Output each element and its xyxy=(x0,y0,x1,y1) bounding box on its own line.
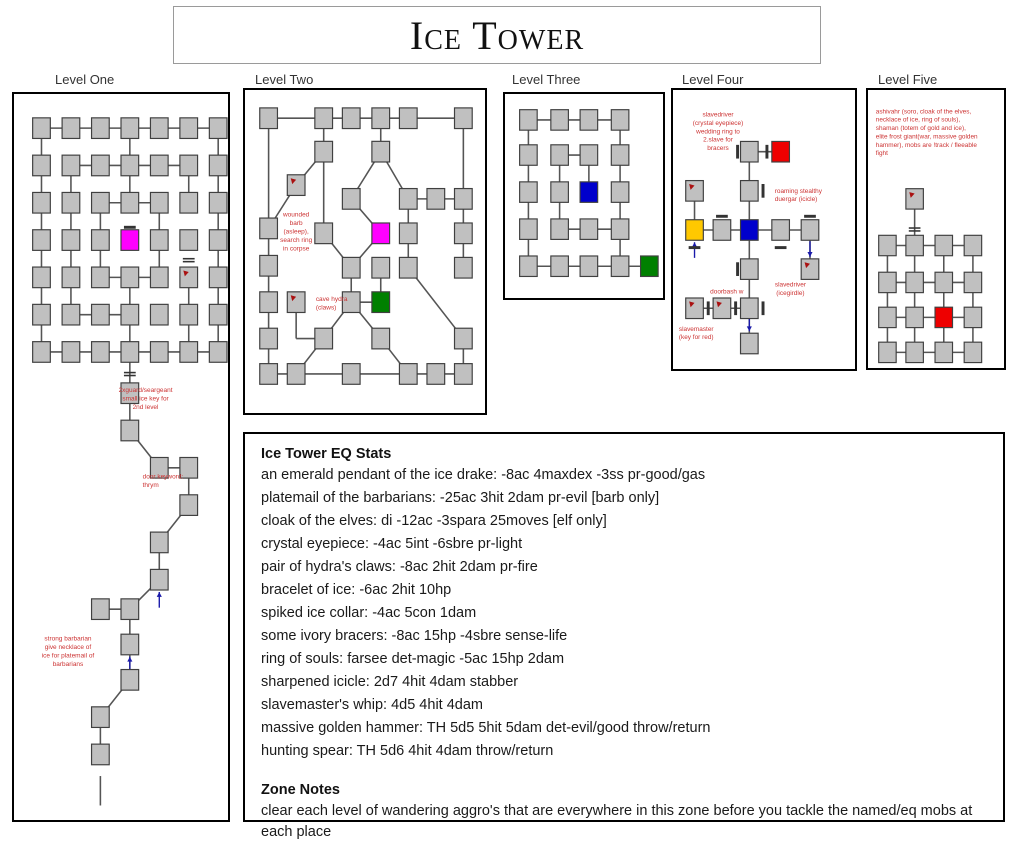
svg-text:slavedriver(crystal eyepiece)w: slavedriver (crystal eyepiece) wedding ring to 2.slave for bracers xyxy=(692,111,744,153)
svg-text:woundedbarb(asleep),search rin: wounded barb (asleep), search ring in corpse xyxy=(280,211,313,253)
eq-stat-line: massive golden hammer: TH 5d5 5hit 5dam det-evil/good throw/return xyxy=(261,720,711,737)
rooms xyxy=(686,141,819,353)
zone-notes-list xyxy=(259,801,989,843)
eq-stats-list xyxy=(259,465,989,762)
eq-stat-line: ring of souls: farsee det-magic -5ac 15hp 2dam xyxy=(261,651,565,668)
level-label-level-four: Level Four xyxy=(682,72,744,87)
eq-stats-panel xyxy=(243,432,1005,841)
level-label-level-three: Level Three xyxy=(512,72,581,87)
svg-text:strong barbariangive necklace: strong barbarian give necklace of ice for platemail of barbarians xyxy=(41,635,95,668)
zone-notes-heading: Zone Notes xyxy=(261,782,340,799)
svg-text:ashivahr (soro, cloak of the e: ashivahr (soro, cloak of the elves, necklace of ice, ring of souls), shaman (totem of gold and ice), elite frost giant(war, massive golden hammer), mobs are !track / fleeable fight xyxy=(875,108,978,158)
level-label-level-two: Level Two xyxy=(255,72,314,87)
eq-stat-line: some ivory bracers: -8ac 15hp -4sbre sense-life xyxy=(261,628,568,645)
map-annotations xyxy=(876,108,978,157)
map-level-four[interactable] xyxy=(671,88,857,371)
eq-stats-heading: Ice Tower EQ Stats xyxy=(261,446,392,462)
svg-text:doorbash w: doorbash w xyxy=(710,288,744,296)
rooms xyxy=(879,189,982,363)
level-label-level-five: Level Five xyxy=(878,72,938,87)
eq-stat-line: sharpened icicle: 2d7 4hit 4dam stabber xyxy=(261,674,519,691)
rooms xyxy=(520,110,658,277)
map-level-two[interactable] xyxy=(243,88,487,415)
map-level-three[interactable] xyxy=(503,92,665,300)
eq-stat-line: pair of hydra's claws: -8ac 2hit 2dam pr-fire xyxy=(261,559,538,576)
svg-text:door keyword:thrym: door keyword: thrym xyxy=(142,473,184,490)
svg-text:slavemaster(key for red): slavemaster (key for red) xyxy=(678,325,714,342)
page-title: Ice Tower xyxy=(409,12,585,58)
eq-stat-line: platemail of the barbarians: -25ac 3hit 2dam pr-evil [barb only] xyxy=(261,490,660,507)
svg-text:slavedriver(icegirdle): slavedriver (icegirdle) xyxy=(774,281,806,298)
map-level-five[interactable] xyxy=(866,88,1006,370)
eq-stat-line: spiked ice collar: -4ac 5con 1dam xyxy=(261,605,477,622)
zone-note-line: clear each level of wandering aggro's that are everywhere in this zone before you tackle the named/eq mobs at each place xyxy=(261,803,973,841)
eq-spacer xyxy=(259,764,989,780)
eq-stat-line: cloak of the elves: di -12ac -3spara 25moves [elf only] xyxy=(261,513,607,530)
eq-stat-line: crystal eyepiece: -4ac 5int -6sbre pr-light xyxy=(261,536,523,553)
map-level-one[interactable] xyxy=(12,92,230,822)
svg-text:roaming stealthyduergar (icicl: roaming stealthy duergar (icicle) xyxy=(774,187,822,204)
eq-stat-line: an emerald pendant of the ice drake: -8ac 4maxdex -3ss pr-good/gas xyxy=(261,467,706,483)
eq-stat-line: hunting spear: TH 5d6 4hit 4dam throw/return xyxy=(261,743,554,760)
svg-text:cave hydra(claws): cave hydra (claws) xyxy=(315,296,348,312)
map-annotations xyxy=(42,387,184,668)
svg-text:2xguard/seargeantsmall ice key: 2xguard/seargeant small ice key for 2nd level xyxy=(118,387,173,412)
title-banner xyxy=(173,6,821,64)
eq-stat-line: slavemaster's whip: 4d5 4hit 4dam xyxy=(261,697,483,714)
level-label-level-one: Level One xyxy=(55,72,115,87)
eq-stat-line: bracelet of ice: -6ac 2hit 10hp xyxy=(261,582,452,599)
corridor-links xyxy=(887,199,972,352)
